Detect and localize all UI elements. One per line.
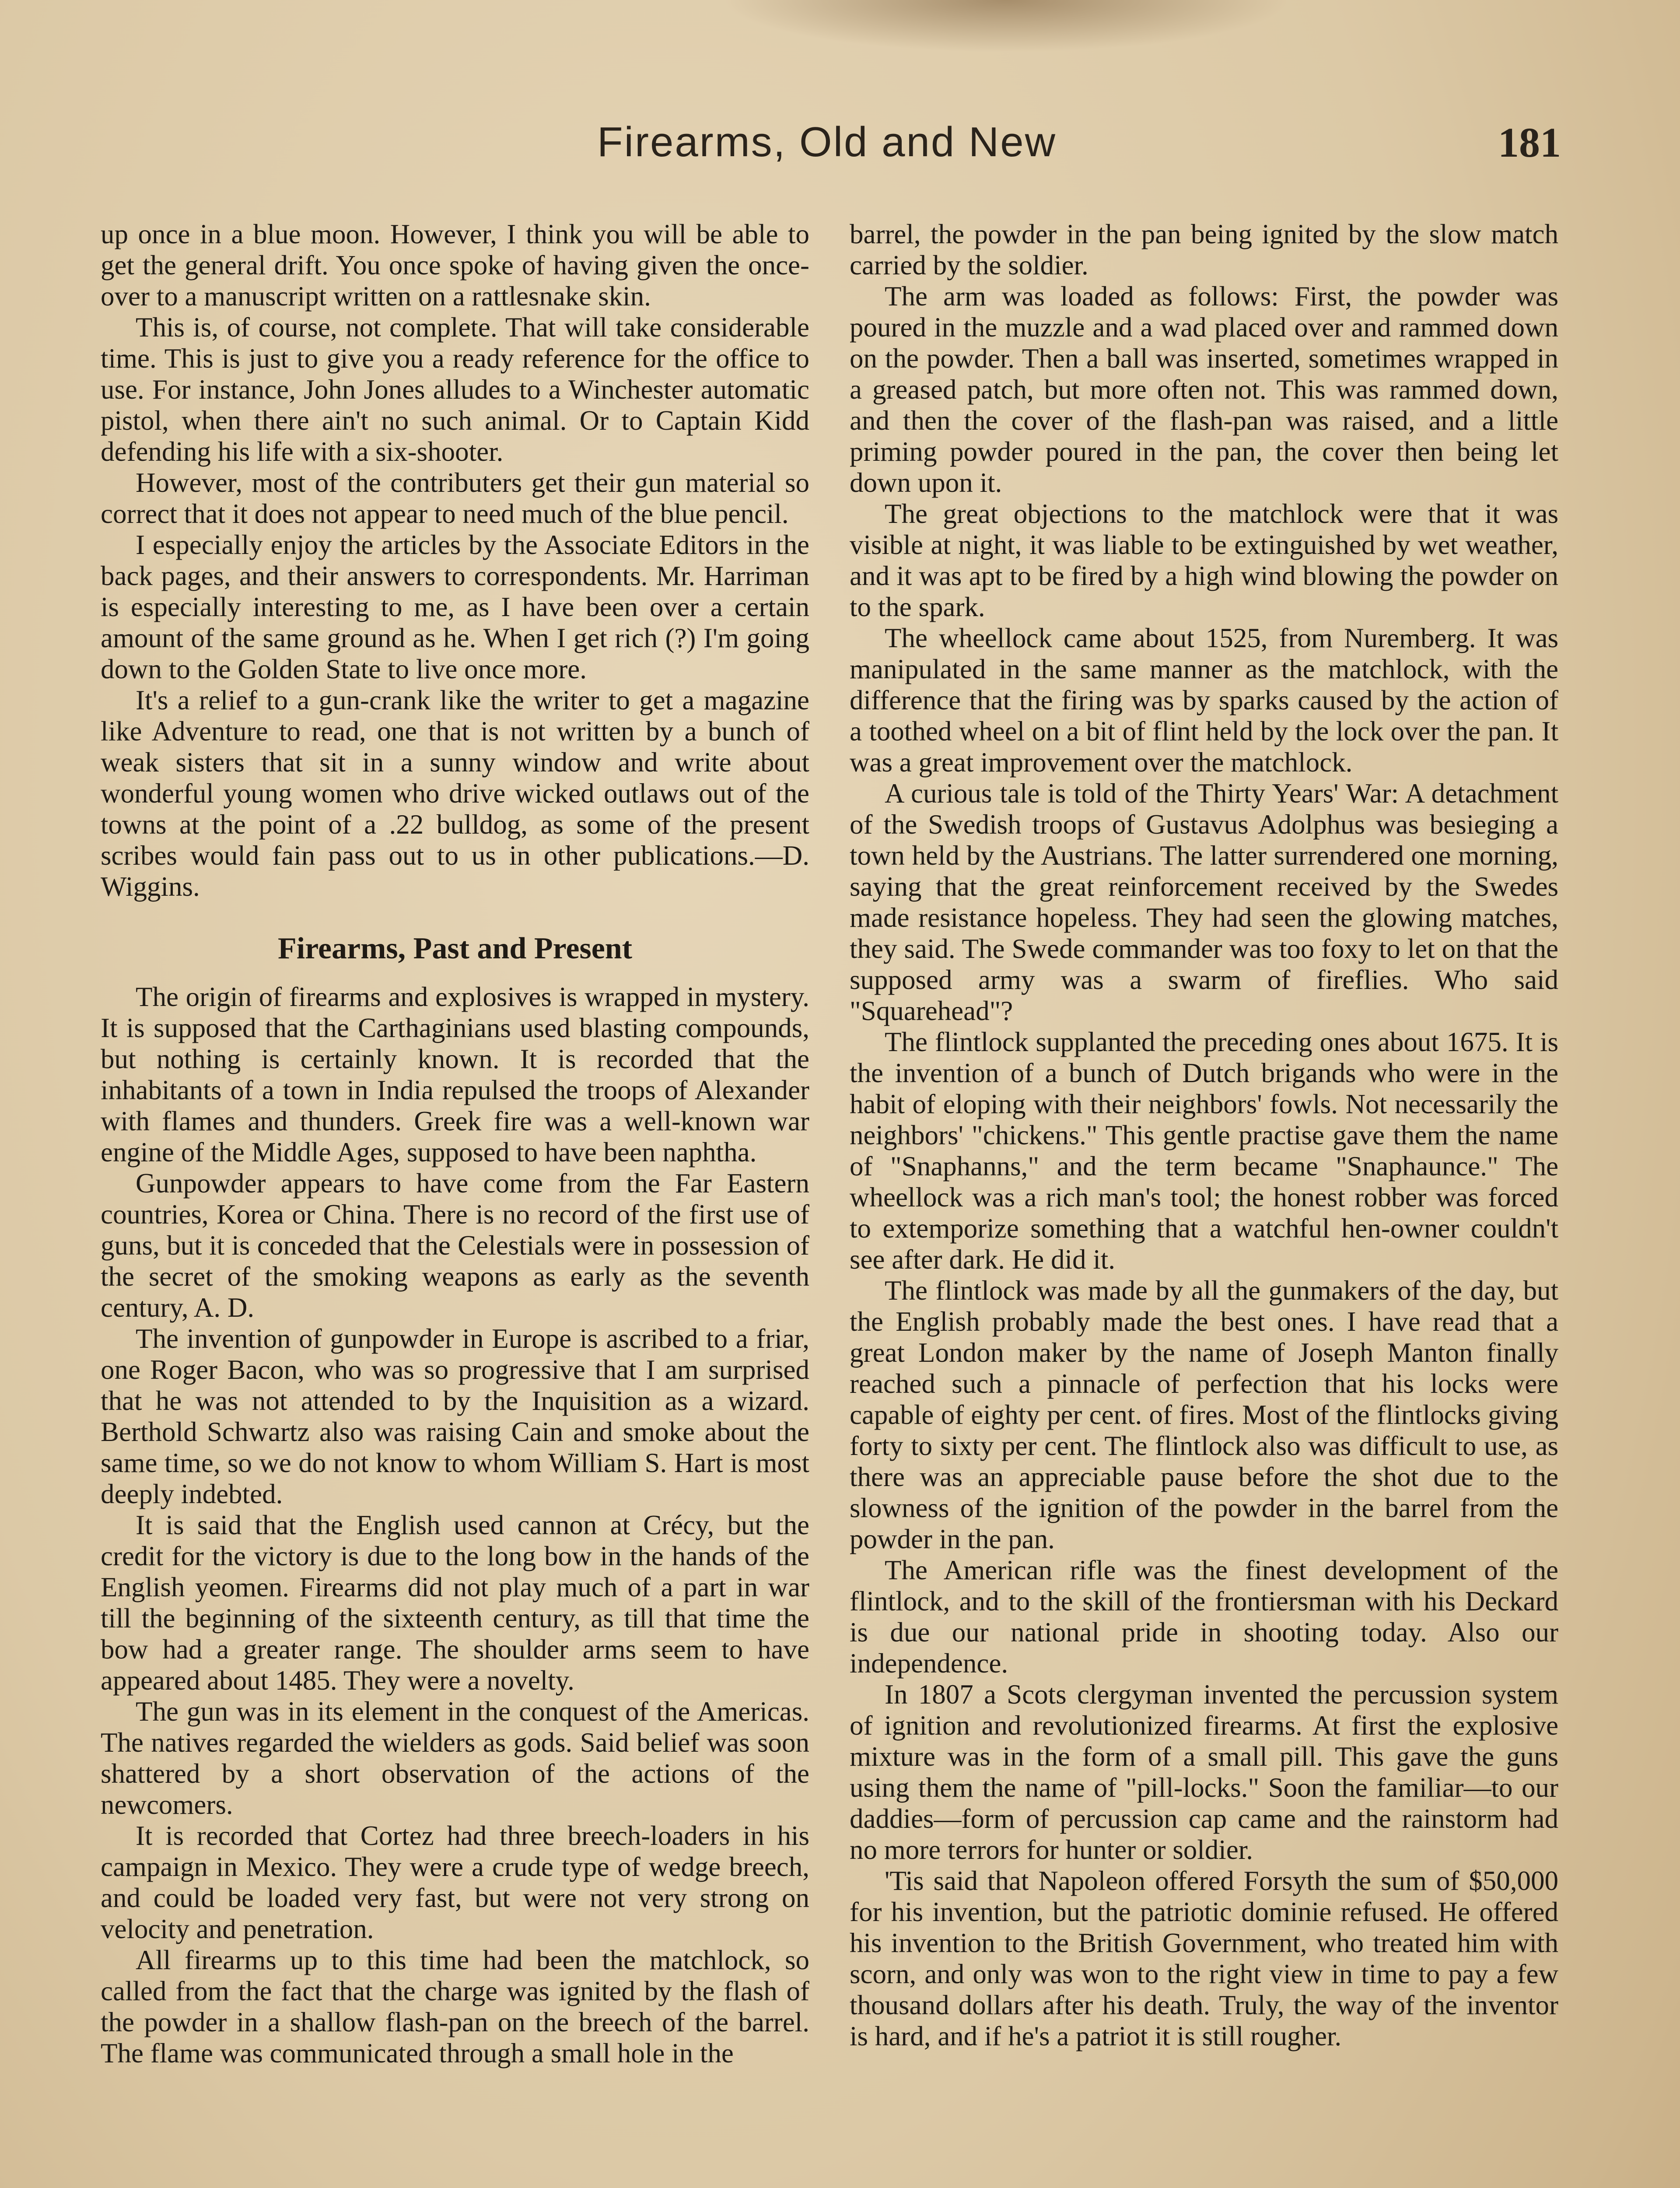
page-number: 181 (1498, 119, 1561, 166)
page-stain (722, 0, 1291, 53)
paragraph: It is recorded that Cortez had three breech-loaders in his campaign in Mexico. They were a crude type of wedge breech, and could be loaded very fast, but were not very strong on velocity and penetration. (101, 1820, 809, 1944)
right-column (850, 219, 1558, 2188)
paragraph: However, most of the contributers get their gun material so correct that it does not appear to need much of the blue pencil. (101, 467, 809, 529)
paragraph: up once in a blue moon. However, I think you will be able to get the general drift. You once spoke of having given the once-over to a manuscript written on a rattlesnake skin. (101, 219, 809, 312)
paragraph: barrel, the powder in the pan being ignited by the slow match carried by the soldier. (850, 219, 1558, 281)
paragraph: It's a relief to a gun-crank like the writer to get a magazine like Adventure to read, one that is not written by a bunch of weak sisters that sit in a sunny window and write about wonderful young women who drive wicked outlaws out of the towns at the point of a .22 bulldog, as some of the present scribes would fain pass out to us in other publications.—D. Wiggins. (101, 685, 809, 902)
paragraph: In 1807 a Scots clergyman invented the percussion system of ignition and revolutionized firearms. At first the explosive mixture was in the form of a small pill. This gave the guns using them the name of "pill-locks." Soon the familiar—to our daddies—form of percussion cap came and the rainstorm had no more terrors for hunter or soldier. (850, 1679, 1558, 1865)
paragraph: The great objections to the matchlock were that it was visible at night, it was liable to be extinguished by wet weather, and it was apt to be fired by a high wind blowing the powder on to the spark. (850, 498, 1558, 622)
paragraph: The flintlock supplanted the preceding ones about 1675. It is the invention of a bunch of Dutch brigands who were in the habit of eloping with their neighbors' fowls. Not necessarily the neighbors' "chickens." This gentle practise gave them the name of "Snaphanns," and the term became "Snaphaunce." The wheellock was a rich man's tool; the honest robber was forced to extemporize something that a watchful hen-owner couldn't see after dark. He did it. (850, 1027, 1558, 1275)
page-header (0, 118, 1680, 188)
left-column (101, 219, 809, 2188)
paragraph: The American rifle was the finest development of the flintlock, and to the skill of the frontiersman with his Deckard is due our national pride in shooting today. Also our independence. (850, 1555, 1558, 1679)
paragraph: 'Tis said that Napoleon offered Forsyth the sum of $50,000 for his invention, but the patriotic dominie refused. He offered his invention to the British Government, who treated him with scorn, and only was won to the right view in time to pay a few thousand dollars after his death. Truly, the way of the inventor is hard, and if he's a patriot it is still rougher. (850, 1865, 1558, 2051)
paragraph: The gun was in its element in the conquest of the Americas. The natives regarded the wielders as gods. Said belief was soon shattered by a short observation of the actions of the newcomers. (101, 1696, 809, 1820)
paragraph: It is said that the English used cannon at Crécy, but the credit for the victory is due to the long bow in the hands of the English yeomen. Firearms did not play much of a part in war till the beginning of the sixteenth century, as till that time the bow had a greater range. The shoulder arms seem to have appeared about 1485. They were a novelty. (101, 1510, 809, 1696)
paragraph: The flintlock was made by all the gunmakers of the day, but the English probably made the best ones. I have read that a great London maker by the name of Joseph Manton finally reached such a pinnacle of perfection that his locks were capable of eighty per cent. of fires. Most of the flintlocks giving forty to sixty per cent. The flintlock also was difficult to use, as there was an appreciable pause before the shot due to the slowness of the ignition of the powder in the barrel from the powder in the pan. (850, 1275, 1558, 1554)
running-title: Firearms, Old and New (597, 119, 1057, 165)
paragraph: All firearms up to this time had been the matchlock, so called from the fact that the charge was ignited by the flash of the powder in a shallow flash-pan on the breech of the barrel. The flame was communicated through a small hole in the (101, 1945, 809, 2069)
paragraph: I especially enjoy the articles by the Associate Editors in the back pages, and their answers to correspondents. Mr. Harriman is especially interesting to me, as I have been over a certain amount of the same ground as he. When I get rich (?) I'm going down to the Golden State to live once more. (101, 529, 809, 684)
paragraph: The wheellock came about 1525, from Nuremberg. It was manipulated in the same manner as the matchlock, with the difference that the firing was by sparks caused by the action of a toothed wheel on a bit of flint held by the lock over the pan. It was a great improvement over the matchlock. (850, 623, 1558, 778)
paragraph: The arm was loaded as follows: First, the powder was poured in the muzzle and a wad placed over and rammed down on the powder. Then a ball was inserted, sometimes wrapped in a greased patch, but more often not. This was rammed down, and then the cover of the flash-pan was raised, and a little priming powder poured in the pan, the cover then being let down upon it. (850, 281, 1558, 498)
paragraph: The origin of firearms and explosives is wrapped in mystery. It is supposed that the Carthaginians used blasting compounds, but nothing is certainly known. It is recorded that the inhabitants of a town in India repulsed the troops of Alexander with flames and thunders. Greek fire was a well-known war engine of the Middle Ages, supposed to have been naphtha. (101, 982, 809, 1168)
paragraph: This is, of course, not complete. That will take considerable time. This is just to give you a ready reference for the office to use. For instance, John Jones alludes to a Winchester automatic pistol, when there ain't no such animal. Or to Captain Kidd defending his life with a six-shooter. (101, 312, 809, 467)
paragraph: A curious tale is told of the Thirty Years' War: A detachment of the Swedish troops of Gustavus Adolphus was besieging a town held by the Austrians. The latter surrendered one morning, saying that the great reinforcement received by the Swedes made resistance hopeless. They had seen the glowing matches, they said. The Swede commander was too foxy to let on that the supposed army was a swarm of fireflies. Who said "Squarehead"? (850, 778, 1558, 1026)
paragraph: Gunpowder appears to have come from the Far Eastern countries, Korea or China. There is no record of the first use of guns, but it is conceded that the Celestials were in possession of the secret of the smoking weapons as early as the seventh century, A. D. (101, 1168, 809, 1323)
paragraph: The invention of gunpowder in Europe is ascribed to a friar, one Roger Bacon, who was so progressive that I am surprised that he was not attended to by the Inquisition as a wizard. Berthold Schwartz also was raising Cain and smoke about the same time, so we do not know to whom William S. Hart is most deeply indebted. (101, 1323, 809, 1509)
section-title: Firearms, Past and Present (277, 932, 633, 965)
